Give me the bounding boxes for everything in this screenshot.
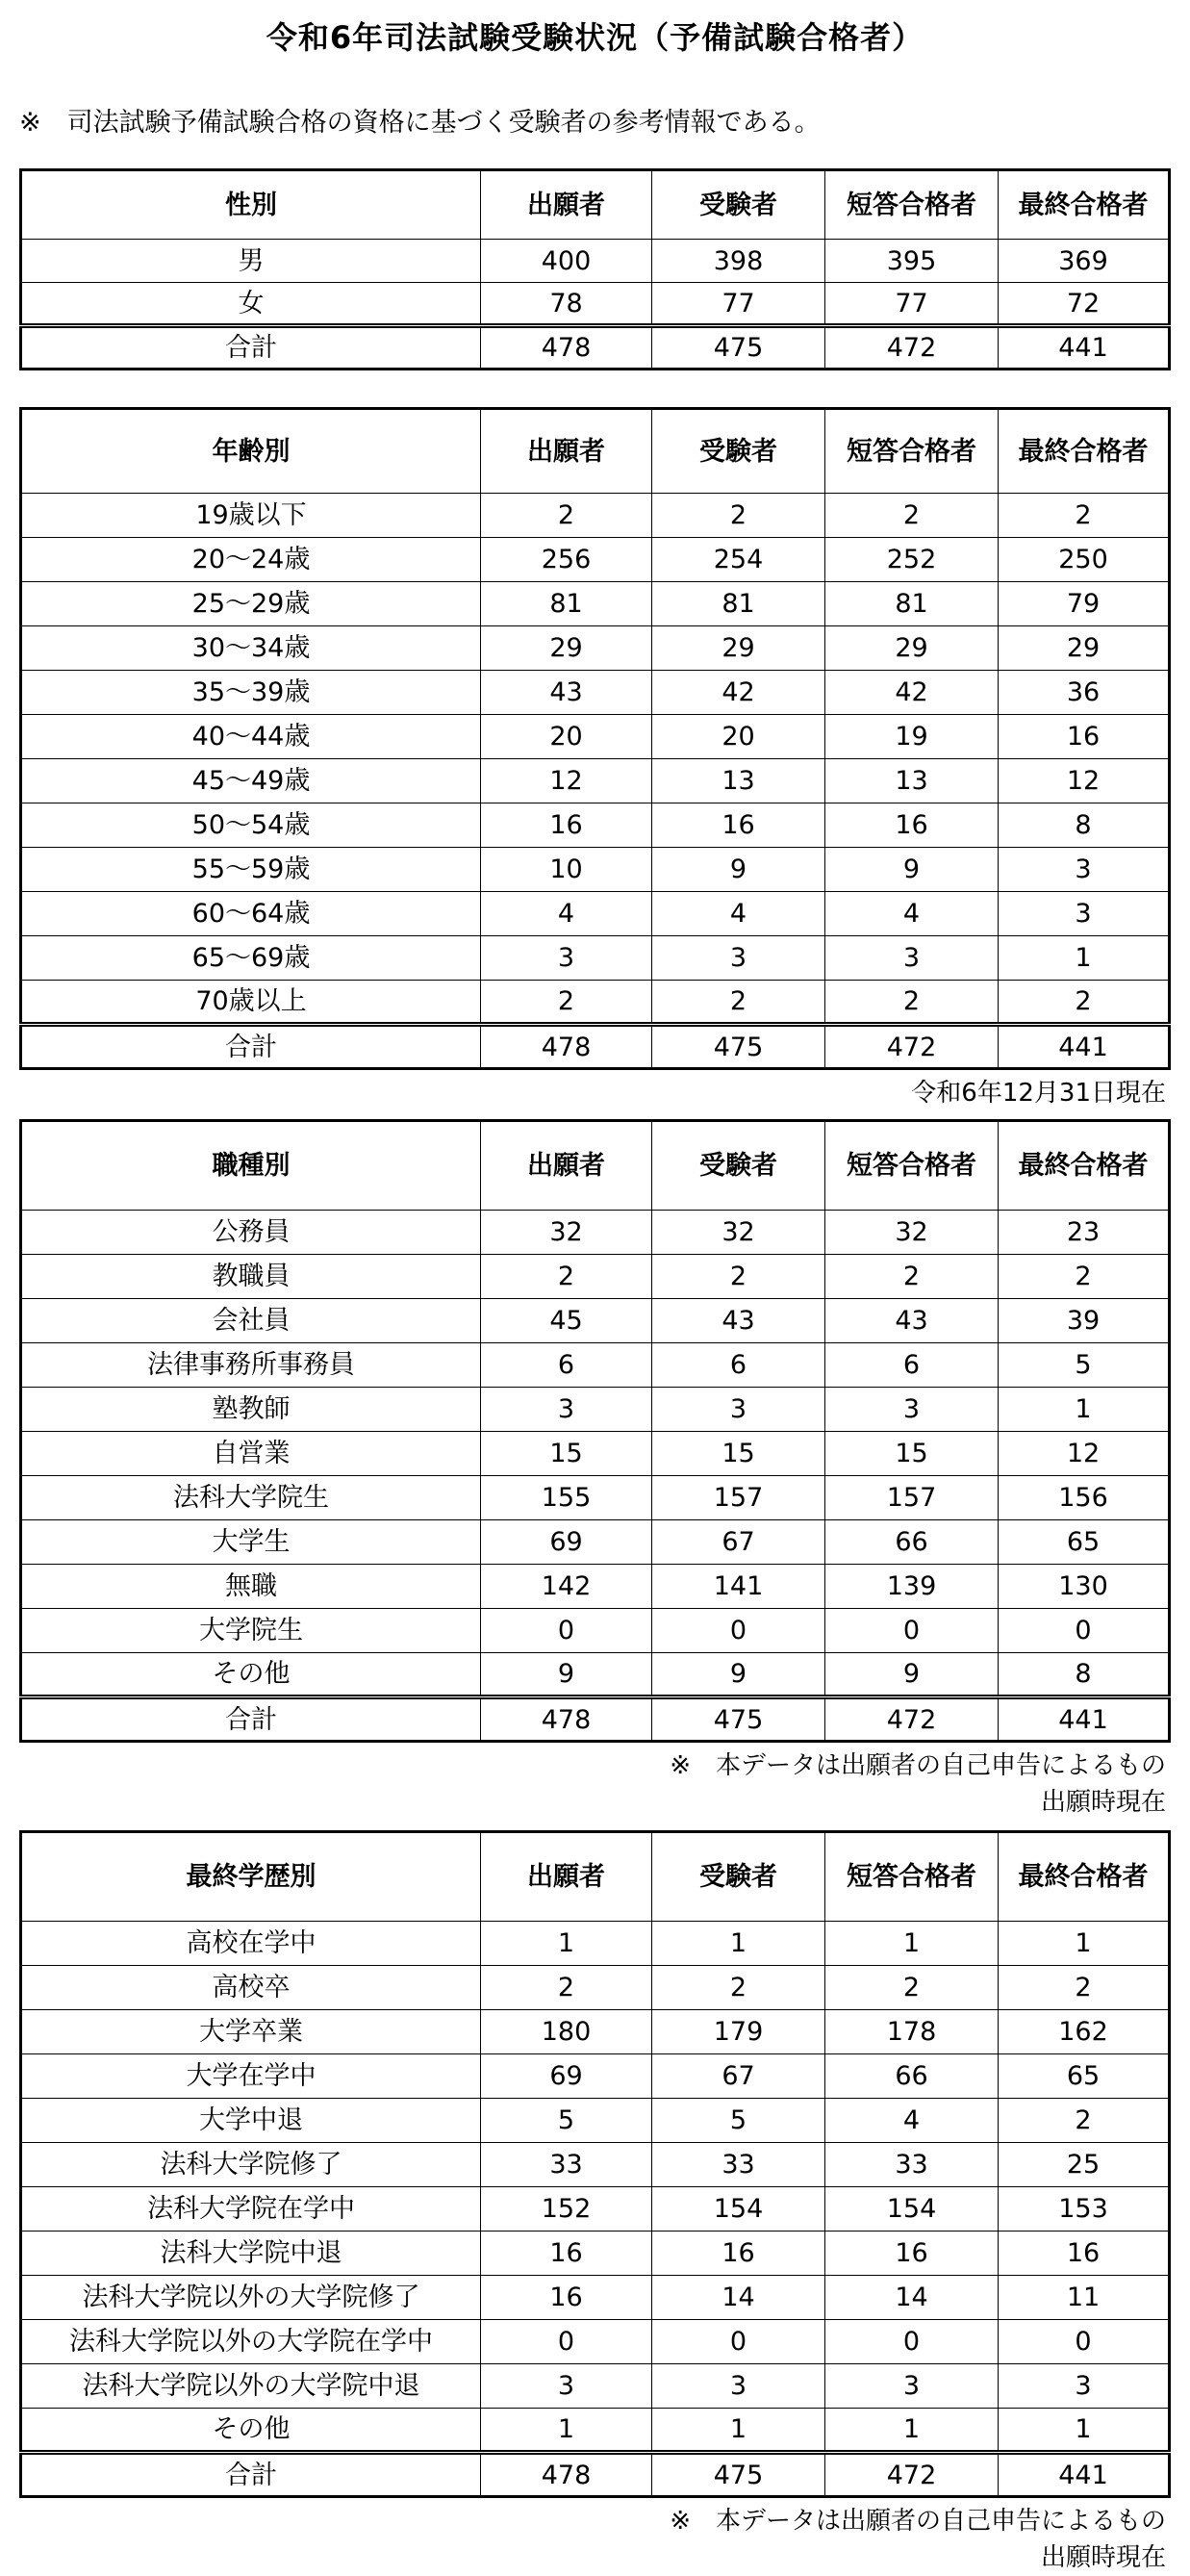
table-cell: 43 bbox=[652, 1299, 825, 1343]
row-label: 会社員 bbox=[21, 1299, 481, 1343]
table-cell: 65 bbox=[999, 2054, 1170, 2099]
table-cell: 8 bbox=[999, 803, 1170, 848]
table-cell: 2 bbox=[825, 1255, 999, 1299]
footnote-line: 出願時現在 bbox=[1040, 2543, 1166, 2572]
table-row bbox=[21, 1966, 1170, 2010]
table-row bbox=[21, 1653, 1170, 1697]
total-label: 合計 bbox=[21, 1697, 481, 1742]
table-cell: 79 bbox=[999, 582, 1170, 626]
column-header: 出願者 bbox=[481, 1121, 652, 1211]
table-cell: 12 bbox=[999, 759, 1170, 803]
table-cell: 16 bbox=[481, 2232, 652, 2276]
table-cell: 16 bbox=[825, 2232, 999, 2276]
table-cell: 141 bbox=[652, 1565, 825, 1609]
table-cell: 2 bbox=[481, 1255, 652, 1299]
row-label: 55～59歳 bbox=[21, 848, 481, 892]
row-label: 19歳以下 bbox=[21, 494, 481, 538]
column-header: 最終合格者 bbox=[999, 1832, 1170, 1922]
table-cell: 1 bbox=[999, 936, 1170, 981]
table-cell: 15 bbox=[652, 1432, 825, 1476]
table-cell: 154 bbox=[652, 2187, 825, 2232]
column-header: 短答合格者 bbox=[825, 170, 999, 240]
table-cell: 0 bbox=[999, 2320, 1170, 2364]
table-cell: 33 bbox=[481, 2143, 652, 2187]
total-row bbox=[21, 2453, 1170, 2497]
footnote-line: ※ 本データは出願者の自己申告によるもの bbox=[670, 2507, 1166, 2536]
table-cell: 0 bbox=[481, 2320, 652, 2364]
table-cell: 254 bbox=[652, 538, 825, 582]
table-row bbox=[21, 2099, 1170, 2143]
table-cell: 3 bbox=[652, 936, 825, 981]
table-cell: 16 bbox=[652, 803, 825, 848]
table-cell: 12 bbox=[999, 1432, 1170, 1476]
table-cell: 32 bbox=[825, 1211, 999, 1255]
footnote-block bbox=[670, 1747, 1166, 1821]
table-row bbox=[21, 671, 1170, 715]
table-cell: 81 bbox=[481, 582, 652, 626]
table-cell: 3 bbox=[999, 892, 1170, 936]
table-row bbox=[21, 848, 1170, 892]
row-label: 法科大学院以外の大学院修了 bbox=[21, 2276, 481, 2320]
table-cell: 1 bbox=[481, 1922, 652, 1966]
footnote-block bbox=[670, 2503, 1166, 2576]
row-label: その他 bbox=[21, 1653, 481, 1697]
reference-note: ※ 司法試験予備試験合格の資格に基づく受験者の参考情報である。 bbox=[19, 108, 821, 138]
table-cell: 153 bbox=[999, 2187, 1170, 2232]
row-label: 大学在学中 bbox=[21, 2054, 481, 2099]
row-label: 40～44歳 bbox=[21, 715, 481, 759]
table-cell: 157 bbox=[825, 1476, 999, 1520]
total-cell: 478 bbox=[481, 1697, 652, 1742]
table-cell: 154 bbox=[825, 2187, 999, 2232]
table-row bbox=[21, 1343, 1170, 1388]
table-cell: 33 bbox=[825, 2143, 999, 2187]
table-row bbox=[21, 759, 1170, 803]
table-row bbox=[21, 981, 1170, 1025]
table-cell: 142 bbox=[481, 1565, 652, 1609]
table-row bbox=[21, 1520, 1170, 1565]
table-cell: 2 bbox=[825, 494, 999, 538]
table-row bbox=[21, 892, 1170, 936]
table-cell: 19 bbox=[825, 715, 999, 759]
table-cell: 2 bbox=[481, 1966, 652, 2010]
table-cell: 0 bbox=[652, 2320, 825, 2364]
table-cell: 1 bbox=[999, 1388, 1170, 1432]
table-cell: 1 bbox=[825, 1922, 999, 1966]
table-cell: 1 bbox=[999, 2409, 1170, 2453]
table-row bbox=[21, 283, 1170, 326]
column-header: 受験者 bbox=[652, 1832, 825, 1922]
total-cell: 475 bbox=[652, 2453, 825, 2497]
table-cell: 400 bbox=[481, 240, 652, 283]
table-cell: 252 bbox=[825, 538, 999, 582]
table-header-row bbox=[21, 1121, 1170, 1211]
table-cell: 11 bbox=[999, 2276, 1170, 2320]
total-cell: 478 bbox=[481, 2453, 652, 2497]
column-header: 最終合格者 bbox=[999, 170, 1170, 240]
table-cell: 8 bbox=[999, 1653, 1170, 1697]
table-row bbox=[21, 2010, 1170, 2054]
table-cell: 20 bbox=[481, 715, 652, 759]
row-label: 30～34歳 bbox=[21, 626, 481, 671]
table-cell: 180 bbox=[481, 2010, 652, 2054]
table-cell: 23 bbox=[999, 1211, 1170, 1255]
table-cell: 1 bbox=[652, 2409, 825, 2453]
table-cell: 25 bbox=[999, 2143, 1170, 2187]
table-cell: 9 bbox=[652, 848, 825, 892]
table-row bbox=[21, 626, 1170, 671]
table-row bbox=[21, 1476, 1170, 1520]
table-cell: 178 bbox=[825, 2010, 999, 2054]
table-cell: 32 bbox=[652, 1211, 825, 1255]
table-cell: 162 bbox=[999, 2010, 1170, 2054]
table-cell: 0 bbox=[652, 1609, 825, 1653]
table-cell: 10 bbox=[481, 848, 652, 892]
column-header: 短答合格者 bbox=[825, 1121, 999, 1211]
table-cell: 29 bbox=[825, 626, 999, 671]
table-cell: 9 bbox=[825, 848, 999, 892]
total-row bbox=[21, 1025, 1170, 1069]
occupation-table bbox=[19, 1119, 1171, 1743]
table-cell: 29 bbox=[652, 626, 825, 671]
row-header-label: 職種別 bbox=[21, 1121, 481, 1211]
table-cell: 2 bbox=[481, 981, 652, 1025]
table-cell: 69 bbox=[481, 1520, 652, 1565]
total-label: 合計 bbox=[21, 2453, 481, 2497]
table-cell: 14 bbox=[652, 2276, 825, 2320]
table-header-row bbox=[21, 1832, 1170, 1922]
total-row bbox=[21, 326, 1170, 370]
table-cell: 398 bbox=[652, 240, 825, 283]
table-cell: 2 bbox=[652, 1255, 825, 1299]
table-cell: 0 bbox=[825, 1609, 999, 1653]
total-cell: 478 bbox=[481, 1025, 652, 1069]
column-header: 短答合格者 bbox=[825, 409, 999, 494]
row-label: 法科大学院以外の大学院在学中 bbox=[21, 2320, 481, 2364]
row-label: 大学卒業 bbox=[21, 2010, 481, 2054]
table-cell: 15 bbox=[825, 1432, 999, 1476]
table-row bbox=[21, 2409, 1170, 2453]
row-label: 法科大学院在学中 bbox=[21, 2187, 481, 2232]
education-table bbox=[19, 1830, 1171, 2498]
table-cell: 3 bbox=[999, 2364, 1170, 2409]
table-cell: 6 bbox=[652, 1343, 825, 1388]
row-label: 高校在学中 bbox=[21, 1922, 481, 1966]
table-cell: 3 bbox=[825, 2364, 999, 2409]
table-cell: 16 bbox=[825, 803, 999, 848]
table-cell: 6 bbox=[481, 1343, 652, 1388]
table-cell: 2 bbox=[825, 981, 999, 1025]
row-label: 35～39歳 bbox=[21, 671, 481, 715]
table-cell: 9 bbox=[481, 1653, 652, 1697]
table-cell: 4 bbox=[825, 892, 999, 936]
table-cell: 45 bbox=[481, 1299, 652, 1343]
table-row bbox=[21, 494, 1170, 538]
table-row bbox=[21, 1922, 1170, 1966]
table-cell: 15 bbox=[481, 1432, 652, 1476]
table-cell: 16 bbox=[999, 2232, 1170, 2276]
row-label: 25～29歳 bbox=[21, 582, 481, 626]
table-cell: 16 bbox=[481, 803, 652, 848]
table-row bbox=[21, 803, 1170, 848]
column-header: 出願者 bbox=[481, 1832, 652, 1922]
footnote-line: 令和6年12月31日現在 bbox=[911, 1079, 1166, 1108]
table-row bbox=[21, 538, 1170, 582]
table-row bbox=[21, 582, 1170, 626]
total-cell: 441 bbox=[999, 326, 1170, 370]
table-cell: 16 bbox=[999, 715, 1170, 759]
table-cell: 13 bbox=[825, 759, 999, 803]
gender-table bbox=[19, 168, 1171, 370]
table-cell: 12 bbox=[481, 759, 652, 803]
column-header: 受験者 bbox=[652, 170, 825, 240]
table-header-row bbox=[21, 170, 1170, 240]
table-row bbox=[21, 2143, 1170, 2187]
table-row bbox=[21, 2054, 1170, 2099]
table-cell: 2 bbox=[999, 2099, 1170, 2143]
row-label: 無職 bbox=[21, 1565, 481, 1609]
table-cell: 77 bbox=[825, 283, 999, 326]
total-cell: 475 bbox=[652, 1025, 825, 1069]
row-label: 65～69歳 bbox=[21, 936, 481, 981]
total-cell: 472 bbox=[825, 1697, 999, 1742]
total-label: 合計 bbox=[21, 1025, 481, 1069]
row-label: 20～24歳 bbox=[21, 538, 481, 582]
table-cell: 155 bbox=[481, 1476, 652, 1520]
table-cell: 77 bbox=[652, 283, 825, 326]
row-label: 法科大学院以外の大学院中退 bbox=[21, 2364, 481, 2409]
table-cell: 3 bbox=[825, 1388, 999, 1432]
table-cell: 3 bbox=[481, 2364, 652, 2409]
total-cell: 441 bbox=[999, 1025, 1170, 1069]
row-label: 女 bbox=[21, 283, 481, 326]
table-cell: 29 bbox=[999, 626, 1170, 671]
table-cell: 5 bbox=[999, 1343, 1170, 1388]
table-row bbox=[21, 936, 1170, 981]
row-label: 法科大学院修了 bbox=[21, 2143, 481, 2187]
footnote-line: 出願時現在 bbox=[1040, 1788, 1166, 1817]
table-cell: 9 bbox=[825, 1653, 999, 1697]
row-label: 公務員 bbox=[21, 1211, 481, 1255]
table-cell: 2 bbox=[652, 494, 825, 538]
table-cell: 2 bbox=[999, 1255, 1170, 1299]
table-cell: 152 bbox=[481, 2187, 652, 2232]
table-cell: 2 bbox=[825, 1966, 999, 2010]
table-cell: 39 bbox=[999, 1299, 1170, 1343]
table-row bbox=[21, 1565, 1170, 1609]
table-row bbox=[21, 2364, 1170, 2409]
table-cell: 2 bbox=[652, 981, 825, 1025]
column-header: 受験者 bbox=[652, 409, 825, 494]
row-label: 法科大学院中退 bbox=[21, 2232, 481, 2276]
footnote-line: ※ 本データは出願者の自己申告によるもの bbox=[670, 1751, 1166, 1780]
table-cell: 36 bbox=[999, 671, 1170, 715]
table-row bbox=[21, 1609, 1170, 1653]
total-cell: 441 bbox=[999, 1697, 1170, 1742]
row-label: 60～64歳 bbox=[21, 892, 481, 936]
table-cell: 4 bbox=[481, 892, 652, 936]
table-cell: 5 bbox=[481, 2099, 652, 2143]
table-cell: 3 bbox=[999, 848, 1170, 892]
table-cell: 395 bbox=[825, 240, 999, 283]
table-cell: 66 bbox=[825, 2054, 999, 2099]
table-cell: 1 bbox=[652, 1922, 825, 1966]
total-row bbox=[21, 1697, 1170, 1742]
table-cell: 9 bbox=[652, 1653, 825, 1697]
row-label: 塾教師 bbox=[21, 1388, 481, 1432]
row-header-label: 性別 bbox=[21, 170, 481, 240]
column-header: 受験者 bbox=[652, 1121, 825, 1211]
footnote-block bbox=[911, 1075, 1166, 1111]
table-cell: 67 bbox=[652, 1520, 825, 1565]
age-table bbox=[19, 407, 1171, 1070]
table-row bbox=[21, 2320, 1170, 2364]
row-label: 大学生 bbox=[21, 1520, 481, 1565]
table-cell: 3 bbox=[652, 1388, 825, 1432]
table-cell: 32 bbox=[481, 1211, 652, 1255]
table-cell: 43 bbox=[481, 671, 652, 715]
row-header-label: 年齢別 bbox=[21, 409, 481, 494]
table-cell: 0 bbox=[999, 1609, 1170, 1653]
table-cell: 139 bbox=[825, 1565, 999, 1609]
table-cell: 2 bbox=[652, 1966, 825, 2010]
table-cell: 72 bbox=[999, 283, 1170, 326]
table-cell: 42 bbox=[652, 671, 825, 715]
page-title: 令和6年司法試験受験状況（予備試験合格者） bbox=[266, 19, 924, 56]
table-row bbox=[21, 1432, 1170, 1476]
table-cell: 4 bbox=[825, 2099, 999, 2143]
total-label: 合計 bbox=[21, 326, 481, 370]
table-cell: 3 bbox=[481, 1388, 652, 1432]
row-label: 50～54歳 bbox=[21, 803, 481, 848]
table-cell: 1 bbox=[481, 2409, 652, 2453]
column-header: 最終合格者 bbox=[999, 409, 1170, 494]
total-cell: 472 bbox=[825, 1025, 999, 1069]
row-label: 法科大学院生 bbox=[21, 1476, 481, 1520]
column-header: 出願者 bbox=[481, 409, 652, 494]
table-cell: 42 bbox=[825, 671, 999, 715]
table-row bbox=[21, 1255, 1170, 1299]
table-cell: 2 bbox=[999, 1966, 1170, 2010]
row-label: その他 bbox=[21, 2409, 481, 2453]
table-cell: 16 bbox=[481, 2276, 652, 2320]
row-label: 45～49歳 bbox=[21, 759, 481, 803]
total-cell: 475 bbox=[652, 1697, 825, 1742]
table-cell: 157 bbox=[652, 1476, 825, 1520]
table-row bbox=[21, 2187, 1170, 2232]
table-cell: 69 bbox=[481, 2054, 652, 2099]
table-cell: 250 bbox=[999, 538, 1170, 582]
table-cell: 81 bbox=[652, 582, 825, 626]
column-header: 出願者 bbox=[481, 170, 652, 240]
table-cell: 16 bbox=[652, 2232, 825, 2276]
table-row bbox=[21, 1211, 1170, 1255]
table-cell: 2 bbox=[481, 494, 652, 538]
table-cell: 6 bbox=[825, 1343, 999, 1388]
table-cell: 65 bbox=[999, 1520, 1170, 1565]
row-label: 自営業 bbox=[21, 1432, 481, 1476]
table-cell: 2 bbox=[999, 981, 1170, 1025]
row-label: 高校卒 bbox=[21, 1966, 481, 2010]
table-row bbox=[21, 2276, 1170, 2320]
table-cell: 81 bbox=[825, 582, 999, 626]
column-header: 最終合格者 bbox=[999, 1121, 1170, 1211]
table-cell: 369 bbox=[999, 240, 1170, 283]
row-label: 法律事務所事務員 bbox=[21, 1343, 481, 1388]
total-cell: 472 bbox=[825, 2453, 999, 2497]
table-cell: 29 bbox=[481, 626, 652, 671]
table-cell: 43 bbox=[825, 1299, 999, 1343]
row-label: 男 bbox=[21, 240, 481, 283]
total-cell: 475 bbox=[652, 326, 825, 370]
table-row bbox=[21, 2232, 1170, 2276]
table-cell: 156 bbox=[999, 1476, 1170, 1520]
table-cell: 256 bbox=[481, 538, 652, 582]
table-cell: 1 bbox=[825, 2409, 999, 2453]
table-row bbox=[21, 1299, 1170, 1343]
table-cell: 130 bbox=[999, 1565, 1170, 1609]
table-cell: 66 bbox=[825, 1520, 999, 1565]
table-cell: 4 bbox=[652, 892, 825, 936]
table-cell: 2 bbox=[999, 494, 1170, 538]
table-cell: 33 bbox=[652, 2143, 825, 2187]
table-cell: 3 bbox=[481, 936, 652, 981]
row-label: 大学院生 bbox=[21, 1609, 481, 1653]
table-cell: 3 bbox=[825, 936, 999, 981]
table-cell: 5 bbox=[652, 2099, 825, 2143]
table-cell: 67 bbox=[652, 2054, 825, 2099]
row-header-label: 最終学歴別 bbox=[21, 1832, 481, 1922]
total-cell: 478 bbox=[481, 326, 652, 370]
table-cell: 14 bbox=[825, 2276, 999, 2320]
table-cell: 20 bbox=[652, 715, 825, 759]
row-label: 大学中退 bbox=[21, 2099, 481, 2143]
total-cell: 472 bbox=[825, 326, 999, 370]
total-cell: 441 bbox=[999, 2453, 1170, 2497]
table-cell: 13 bbox=[652, 759, 825, 803]
table-row bbox=[21, 240, 1170, 283]
table-cell: 0 bbox=[825, 2320, 999, 2364]
table-row bbox=[21, 715, 1170, 759]
row-label: 70歳以上 bbox=[21, 981, 481, 1025]
column-header: 短答合格者 bbox=[825, 1832, 999, 1922]
table-cell: 3 bbox=[652, 2364, 825, 2409]
table-cell: 179 bbox=[652, 2010, 825, 2054]
table-header-row bbox=[21, 409, 1170, 494]
table-cell: 1 bbox=[999, 1922, 1170, 1966]
table-cell: 0 bbox=[481, 1609, 652, 1653]
table-row bbox=[21, 1388, 1170, 1432]
row-label: 教職員 bbox=[21, 1255, 481, 1299]
table-cell: 78 bbox=[481, 283, 652, 326]
